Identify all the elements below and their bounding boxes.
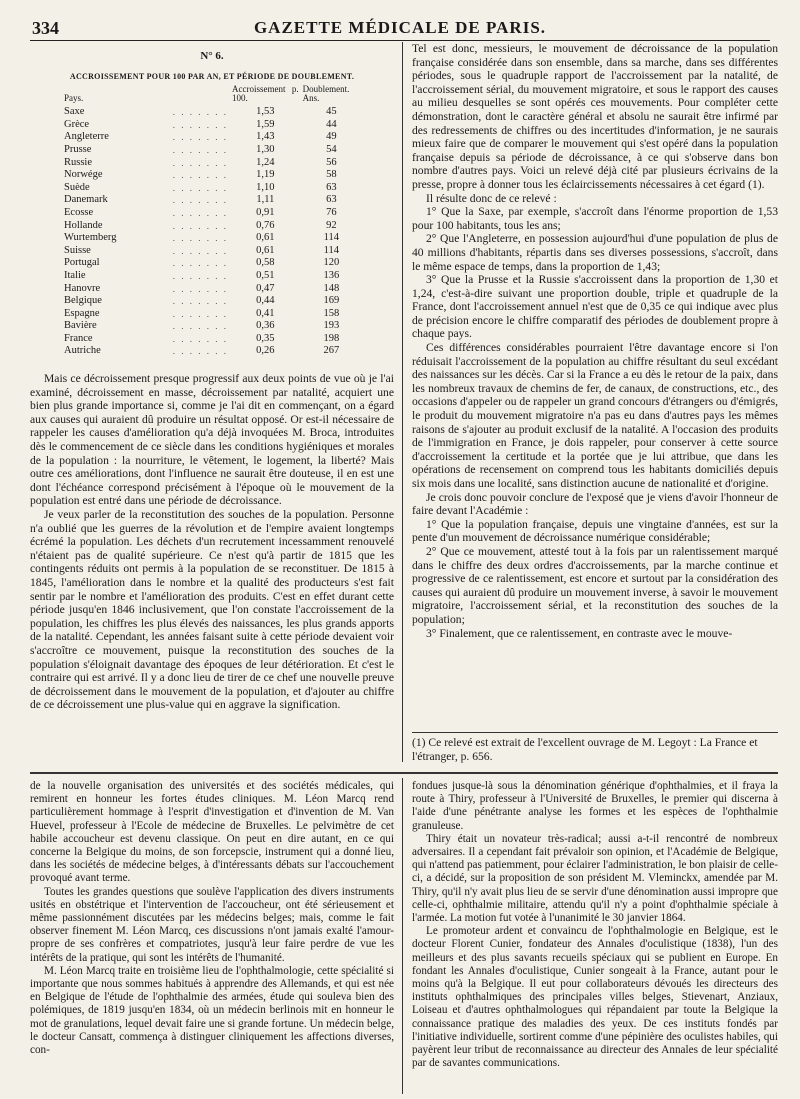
- table-leader-dots: . . . . . . .: [172, 132, 228, 143]
- table-leader-dots: . . . . . . .: [172, 144, 228, 155]
- table-cell-doubling: 92: [326, 219, 337, 231]
- table-cell-growth: 0,91: [256, 206, 275, 218]
- growth-table: [62, 85, 362, 358]
- table-row: [62, 232, 362, 245]
- table-row: [62, 345, 362, 358]
- paragraph: Je crois donc pouvoir conclure de l'exposé que je viens d'avoir l'honneur de faire devant l'Académie :: [412, 490, 778, 518]
- table-cell-doubling: 63: [326, 194, 337, 206]
- table-cell-doubling: 45: [326, 106, 337, 118]
- table-row: [62, 207, 362, 220]
- table-leader-dots: . . . . . . .: [172, 170, 228, 181]
- table-cell-country: Ecosse: [64, 206, 94, 218]
- footnote-rule: [412, 732, 778, 733]
- table-leader-dots: . . . . . . .: [172, 220, 228, 231]
- table-row: [62, 333, 362, 346]
- paragraph: Je veux parler de la reconstitution des souches de la population. Personne n'a oublié que les guerres de la révolution et de l'empire avaient longtemps écrémé la population. Les déchets d'un recrutement incessamment renouvelé n'étaient pas de qualité supérieure. Ce n'est qu'à partir de 1815 que les contingents réduits ont permis à la population de se reconstituer. De 1815 à 1845, l'amélioration dans le nombre et la qualité des producteurs s'est fait sentir par le nombre et l'amélioration des produits. C'est en effet durant cette période jusqu'en 1846 inclusivement, que l'on constate l'accroissement de la population, les chiffres les plus élevés des naissances, les plus grands apports de la natalité. Cependant, les années faisant suite à cette période devaient voir s'accroître ce mouvement, puisque la reconstitution des souches de la population s'éloignait davantage des époques de leur détérioration. Et c'est le contraire qui est arrivé. Il y a donc lieu de tirer de ce chef une nouvelle preuve de décroissement dans le mouvement de la population, et d'ajouter au chiffre de ce décroissement une plus-value qui en aggrave la signification.: [30, 508, 394, 712]
- table-leader-dots: . . . . . . .: [172, 195, 228, 206]
- table-row: [62, 119, 362, 132]
- table-leader-dots: . . . . . . .: [172, 321, 228, 332]
- table-cell-growth: 0,51: [256, 269, 275, 281]
- page-header: [30, 14, 770, 41]
- paragraph: 2° Que ce mouvement, attesté tout à la fois par un ralentissement marqué dans le chiffre des deux ordres d'accroissements, par la marche continue et progressive de ce ralentissement, est encore et surtout par la considération des causes qui auraient dû produire un mouvement inverse, à savoir le mouvement migratoire, l'accroissement sérial, et la reconstitution des souches de la population;: [412, 544, 778, 626]
- table-cell-doubling: 56: [326, 156, 337, 168]
- table-cell-doubling: 44: [326, 118, 337, 130]
- table-row: [62, 257, 362, 270]
- table-cell-growth: 1,19: [256, 169, 275, 181]
- table-leader-dots: . . . . . . .: [172, 333, 228, 344]
- table-leader-dots: . . . . . . .: [172, 270, 228, 281]
- table-cell-growth: 0,58: [256, 257, 275, 269]
- table-cell-doubling: 63: [326, 181, 337, 193]
- paragraph: Thiry était un novateur très-radical; aussi a-t-il rencontré de nombreux adversaires. Il a cependant fait prévaloir son opinion, et l'Académie de Belgique, qui n'attend pas patiemment, pour éclairer l'administration, le bon plaisir de celle-ci, a décidé, sur la proposition de son président M. Vleminckx, amendée par M. Thiry, qu'il n'y avait plus lieu de se servir d'une dénomination aussi impropre que celle-ci, ophthalmie militaire, attendu qu'il n'y a point d'ophthalmie spéciale à l'armée. La motion fut votée à l'unanimité le 30 janvier 1864.: [412, 832, 778, 925]
- table-cell-country: Grèce: [64, 118, 90, 130]
- table-cell-country: Prusse: [64, 143, 92, 155]
- table-cell-doubling: 76: [326, 206, 337, 218]
- paragraph: Toutes les grandes questions que soulève l'application des divers instruments usités en obstétrique et l'intervention de l'accoucheur, ont été sérieusement et même passionnément discutées par les médecins belges; mais, comme le fait observer finement M. Léon Marcq, ces discussions n'ont jamais exalté l'amour-propre de ses confrères et compatriotes, jusqu'à leur faire perdre de vue les intérêts de la pratique, qui sont les intérêts de l'humanité.: [30, 885, 394, 964]
- table-cell-doubling: 114: [323, 244, 340, 256]
- table-leader-dots: . . . . . . .: [172, 283, 228, 294]
- table-cell-doubling: 58: [326, 169, 337, 181]
- table-cell-country: Russie: [64, 156, 93, 168]
- table-caption: ACCROISSEMENT POUR 100 PAR AN, ET PÉRIODE DE DOUBLEMENT.: [69, 71, 355, 81]
- table-leader-dots: . . . . . . .: [172, 245, 228, 256]
- table-row: [62, 245, 362, 258]
- table-cell-country: Portugal: [64, 257, 100, 269]
- table-cell-doubling: 136: [323, 269, 340, 281]
- table-leader-dots: . . . . . . .: [172, 296, 228, 307]
- table-leader-dots: . . . . . . .: [172, 207, 228, 218]
- lower-right-column: [412, 780, 778, 1092]
- upper-right-column: [412, 42, 778, 730]
- table-cell-doubling: 114: [323, 232, 340, 244]
- table-cell-growth: 1,10: [256, 181, 275, 193]
- table-header-country: Pays.: [64, 93, 84, 104]
- table-cell-growth: 1,43: [256, 131, 275, 143]
- table-cell-country: Danemark: [64, 194, 108, 206]
- table-cell-country: Belgique: [64, 295, 102, 307]
- table-cell-growth: 0,35: [256, 332, 275, 344]
- table-leader-dots: . . . . . . .: [172, 157, 228, 168]
- column-rule: [402, 778, 403, 1094]
- table-cell-growth: 0,44: [256, 295, 275, 307]
- paragraph: 3° Que la Prusse et la Russie s'accroissent dans la proportion de 1,30 et 1,24, c'est-à-dire suivant une proportion double, triple et quadruple de la France, dont l'accroissement annuel n'est que de 0,35 ce qui indique avec plus de précision encore le chiffre comparatif des périodes de doublement propre à chaque pays.: [412, 273, 778, 341]
- table-cell-country: Suède: [64, 181, 90, 193]
- table-cell-growth: 0,47: [256, 282, 275, 294]
- page-number: 334: [32, 18, 59, 38]
- table-cell-doubling: 54: [326, 143, 337, 155]
- table-cell-growth: 0,76: [256, 219, 275, 231]
- table-leader-dots: . . . . . . .: [172, 308, 228, 319]
- table-cell-growth: 0,61: [256, 232, 275, 244]
- table-cell-growth: 0,36: [256, 320, 275, 332]
- table-cell-growth: 1,53: [256, 106, 275, 118]
- table-cell-country: Espagne: [64, 307, 100, 319]
- table-leader-dots: . . . . . . .: [172, 233, 228, 244]
- table-cell-country: Norwége: [64, 169, 103, 181]
- table-leader-dots: . . . . . . .: [172, 119, 228, 130]
- table-header-row: [62, 85, 362, 106]
- paragraph: Ces différences considérables pourraient l'être davantage encore si l'on réduisait l'accroissement de la population au chiffre résultant du seul excédant des naissances sur les décès. Car si la France a eu dès le retour de la paix, dans les nombreux travaux de chemins de fer, de canaux, de constructions, etc., des occasions d'appeler ou de rappeler un grand concours d'étrangers ou d'émigrés, le produit du mouvement migratoire n'a pas eu dans d'autres pays les mêmes raisons de s'ajouter au produit exclusif de la natalité. A l'occasion des produits de l'immigration en France, je dois rappeler, pour conserver à cette source d'accroissement la certitude et la portée que je lui attribue, que dans les opérations de recensement on comprend tous les habitants domiciliés depuis six mois dans une localité, sans distinction aucune de nationalité et d'origine.: [412, 341, 778, 490]
- table-cell-doubling: 120: [323, 257, 340, 269]
- table-row: [62, 131, 362, 144]
- table-cell-doubling: 198: [323, 332, 340, 344]
- table-row: [62, 194, 362, 207]
- table-cell-growth: 0,26: [256, 345, 275, 357]
- table-leader-dots: . . . . . . .: [172, 107, 228, 118]
- table-cell-country: Autriche: [64, 345, 101, 357]
- table-cell-country: Hollande: [64, 219, 103, 231]
- table-row: [62, 220, 362, 233]
- table-cell-country: Wurtemberg: [64, 232, 117, 244]
- column-rule: [402, 42, 403, 762]
- table-row: [62, 182, 362, 195]
- paragraph: 3° Finalement, que ce ralentissement, en contraste avec le mouve-: [426, 626, 733, 640]
- table-cell-country: Angleterre: [64, 131, 109, 143]
- paragraph: Mais ce décroissement presque progressif aux deux points de vue où je l'ai examiné, décroissement en masse, décroissement par natalité, acquiert une bien plus grande importance si, comme je l'ai dit en commençant, on a égard aux causes qui auraient dû produire un résultat opposé. Or est-il nécessaire de rappeler les causes d'amélioration qu'a déjà invoquées M. Broca, introduites dès le commencement de ce siècle dans les conditions hygiéniques et morales de la population : la nourriture, le vêtement, le logement, la liberté? Mais outre ces améliorations, dont l'influence ne saurait être douteuse, il en est une dont l'échéance correspond précisément à l'époque où le mouvement de la population est entré dans une période de décroissance.: [30, 372, 394, 508]
- upper-left-column: [30, 42, 394, 732]
- paragraph: M. Léon Marcq traite en troisième lieu de l'ophthalmologie, cette spécialité si importante que nous sommes habitués à apprendre des Allemands, et qui est née en Belgique de l'étude de l'ophthalmie des armées, étude qui souleva bien des polémiques, de 1819 jusqu'en 1834, où un médecin berlinois mit en honneur le mot de granulations, lequel devait faire une si grande fortune. Un médecin belge, le docteur Cansatt, commença à distinguer cliniquement les affections diverses, con-: [30, 964, 394, 1057]
- paragraph: Le promoteur ardent et convaincu de l'ophthalmologie en Belgique, est le docteur Florent Cunier, fondateur des Annales d'oculistique (1838), l'un des meilleurs et des plus savants recueils spéciaux qui se publient en Europe. En fondant les Annales d'oculistique, Cunier songeait à la France, autant pour le moins qu'à la Belgique. Il eut pour collaborateurs dévoués les directeurs des instituts ophthalmiques des principales villes belges, Stievenart, Anziaux, Loiseau et d'autres ophthalmologues qui répandaient par toute la Belgique la connaissance pratique des maladies des yeux. De ces instituts fondés par l'initiative individuelle, sortirent comme d'une pépinière des oculistes habiles, qui payèrent leur tribut de reconnaissance au directeur des Annales de leur spécialité par de savantes communications.: [412, 925, 778, 1070]
- journal-title: GAZETTE MÉDICALE DE PARIS.: [253, 18, 547, 37]
- table-cell-growth: 0,61: [256, 244, 275, 256]
- table-header-doubling: Doublement. Ans.: [302, 84, 350, 104]
- table-cell-country: Bavière: [64, 320, 97, 332]
- table-row: [62, 144, 362, 157]
- table-cell-doubling: 49: [326, 131, 337, 143]
- table-leader-dots: . . . . . . .: [172, 258, 228, 269]
- table-cell-country: France: [64, 332, 93, 344]
- table-row: [62, 320, 362, 333]
- paragraph: fondues jusque-là sous la dénomination générique d'ophthalmies, et il fraya la route à Thiry, professeur à l'Université de Bruxelles, le premier qui discerna à l'aide d'une pénétrante analyse les formes et les espèces de l'ophthalmie granuleuse.: [412, 780, 778, 832]
- section-divider: [30, 772, 778, 774]
- table-leader-dots: . . . . . . .: [172, 346, 228, 357]
- lower-left-column: [30, 780, 394, 1092]
- table-row: [62, 308, 362, 321]
- table-row: [62, 295, 362, 308]
- table-row: [62, 106, 362, 119]
- table-cell-growth: 1,24: [256, 156, 275, 168]
- paragraph: Il résulte donc de ce relevé :: [426, 191, 557, 205]
- table-cell-growth: 1,30: [256, 143, 275, 155]
- table-cell-growth: 1,11: [256, 194, 275, 206]
- table-header-growth: Accroissement p. 100.: [232, 84, 299, 104]
- table-cell-country: Suisse: [64, 244, 91, 256]
- table-row: [62, 283, 362, 296]
- footnote: (1) Ce relevé est extrait de l'excellent ouvrage de M. Legoyt : La France et l'étranger, p. 656.: [412, 736, 758, 763]
- table-cell-country: Hanovre: [64, 282, 101, 294]
- table-cell-doubling: 193: [323, 320, 340, 332]
- paragraph: 1° Que la Saxe, par exemple, s'accroît dans l'énorme proportion de 1,53 pour 100 habitants, tous les ans;: [412, 205, 778, 232]
- table-row: [62, 169, 362, 182]
- table-cell-doubling: 267: [323, 345, 340, 357]
- paragraph: 1° Que la population française, depuis une vingtaine d'années, est sur la pente d'un mouvement de décroissance numérique considérable;: [412, 517, 778, 545]
- paragraph: de la nouvelle organisation des universités et des sociétés médicales, qui remirent en honneur les fortes études cliniques. M. Léon Marcq rend particulièrement hommage à l'esprit d'investigation et d'invention de M. Van Huevel, professeur à l'Ecole de médecine de Bruxelles. Le pelvimètre de cet habile accoucheur est devenu classique. On peut en dire autant, en ce qui concerne la Belgique du moins, de son forcepscie, instrument qui a donné lieu, dans les sociétés de médecine belges, à d'intéressants débats sur l'accouchement provoqué avant terme.: [30, 780, 394, 885]
- table-title: N° 6.: [200, 50, 224, 62]
- table-cell-doubling: 158: [323, 307, 340, 319]
- paragraph: 2° Que l'Angleterre, en possession aujourd'hui d'une population de plus de 40 millions d'habitants, répartis dans ses diverses possessions, s'accroît, dans le même espace de temps, dans la proportion de 1,43;: [412, 232, 778, 273]
- table-cell-growth: 1,59: [256, 118, 275, 130]
- table-cell-country: Saxe: [64, 106, 85, 118]
- table-leader-dots: . . . . . . .: [172, 182, 228, 193]
- table-cell-doubling: 148: [323, 282, 340, 294]
- table-row: [62, 270, 362, 283]
- paragraph: Tel est donc, messieurs, le mouvement de décroissance de la population française considérée dans son ensemble, dans sa marche, dans ses différentes périodes, sous le quadruple rapport de l'accroissement par la natalité, de l'accroissement sérial, du mouvement migratoire, et sous le rapport des causes au milieu desquelles se sont opérés ces mouvements. Pour compléter cette démonstration, dont le caractère général et absolu ne saurait être infirmé par des redressements de chiffres ou des incertitudes d'information, je ne saurais mieux faire que de comparer le mouvement qui s'est opéré dans la population française depuis sa période de décroissance, à ce qui s'observe dans bon nombre d'autres pays. Voici un relevé déjà cité par plusieurs écrivains de la presse, propre à donner tous les éclaircissements nécessaires à cet égard (1).: [412, 42, 778, 191]
- table-cell-growth: 0,41: [256, 307, 275, 319]
- table-row: [62, 157, 362, 170]
- table-cell-country: Italie: [64, 269, 86, 281]
- table-cell-doubling: 169: [323, 295, 340, 307]
